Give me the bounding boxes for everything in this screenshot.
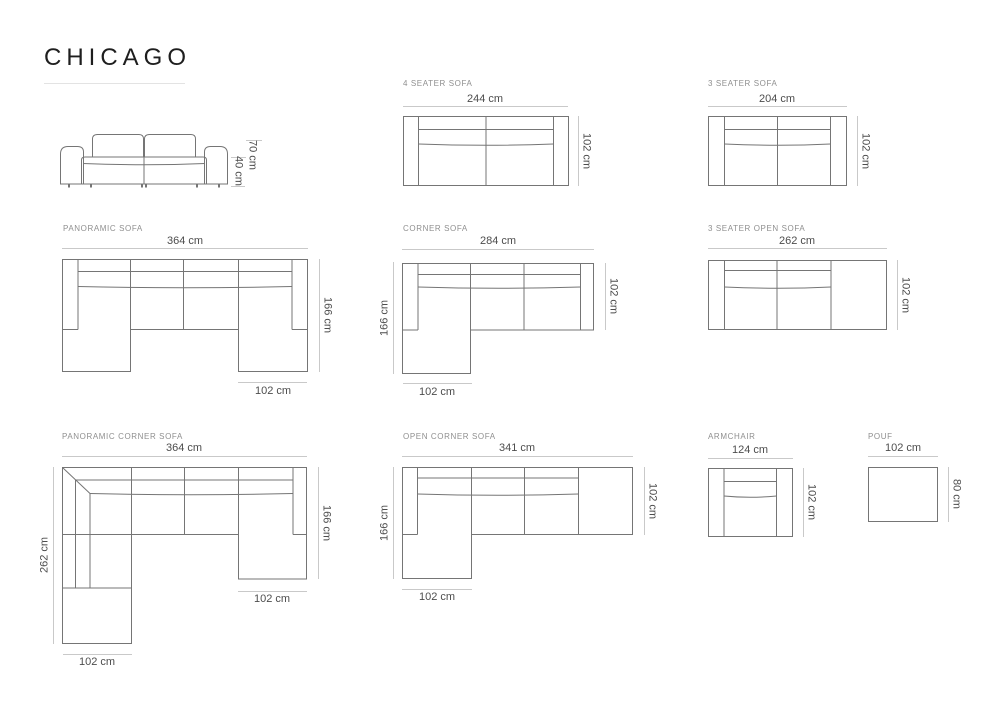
sofa-top-view-drawing (62, 467, 307, 644)
dim-chaise-line (238, 591, 307, 592)
dim-width-label: 124 cm (731, 444, 769, 456)
dim-depth-label: 102 cm (805, 483, 818, 521)
dim-width-line (402, 249, 594, 250)
dim-width-line (62, 248, 308, 249)
dim-width-label: 341 cm (498, 442, 536, 454)
diagram-title: CORNER SOFA (403, 224, 468, 233)
diagram-title: 3 SEATER OPEN SOFA (708, 224, 806, 233)
dim-left-depth-label: 166 cm (378, 504, 391, 542)
dim-width-label: 364 cm (165, 442, 203, 454)
armrest-left (61, 147, 84, 185)
dim-left-depth-line (393, 262, 394, 374)
back-cushion-left (93, 135, 144, 158)
dim-left-depth-line (53, 467, 54, 644)
backrest-cushion-line (90, 494, 293, 495)
dim-bottom-line (63, 654, 132, 655)
dim-chaise-line (403, 383, 472, 384)
dim-width-line (708, 106, 847, 107)
dim-width-label: 204 cm (758, 93, 796, 105)
dim-chaise-line (238, 382, 307, 383)
dim-depth-label: 102 cm (859, 132, 872, 170)
sofa-top-view-drawing (708, 260, 887, 330)
back-cushion-right (145, 135, 196, 158)
dim-width-label: 284 cm (479, 235, 517, 247)
armrest-lines (724, 469, 777, 537)
chaise-edges (131, 260, 239, 372)
diagram-title: 4 SEATER SOFA (403, 79, 473, 88)
page-title: CHICAGO (44, 44, 192, 71)
dim-depth-label: 80 cm (950, 479, 963, 509)
title-underline (44, 83, 185, 84)
armchair-outline (709, 469, 793, 537)
dim-width-label: 244 cm (466, 93, 504, 105)
armchair-top-view-drawing (708, 468, 793, 537)
dim-width-label: 102 cm (884, 442, 922, 454)
backrest-cushion-line (418, 494, 579, 495)
dim-tick-floor (231, 186, 245, 187)
dim-bottom-label: 102 cm (78, 656, 116, 668)
diagram-title: 3 SEATER SOFA (708, 79, 778, 88)
diagram-title: OPEN CORNER SOFA (403, 432, 496, 441)
left-backrest-lines (76, 480, 91, 589)
sofa-outline (403, 468, 633, 579)
sofa-top-view-drawing (402, 467, 633, 579)
dim-chaise-label: 102 cm (418, 386, 456, 398)
sofa-top-view-drawing (403, 116, 569, 186)
dim-depth-label: 102 cm (646, 482, 659, 520)
sofa-outline (403, 264, 594, 374)
pouf-top-view-drawing (868, 467, 938, 522)
pouf-outline (869, 468, 938, 522)
dim-width-label: 262 cm (778, 235, 816, 247)
dim-width-label: 364 cm (166, 235, 204, 247)
dim-chaise-label: 102 cm (254, 385, 292, 397)
dim-depth-label: 102 cm (607, 277, 620, 315)
diagram-title: POUF (868, 432, 893, 441)
dim-left-depth-label: 262 cm (38, 536, 51, 574)
dim-seat-height-label: 40 cm (232, 156, 245, 186)
backrest-cushion-line (418, 287, 581, 288)
dim-width-line (708, 458, 793, 459)
diagram-title: ARMCHAIR (708, 432, 756, 441)
dim-depth-label: 102 cm (899, 276, 912, 314)
backrest-cushion-line (724, 496, 777, 497)
dim-depth-label: 102 cm (580, 132, 593, 170)
sofa-outline (63, 260, 308, 372)
sofa-top-view-drawing (402, 263, 594, 374)
dim-width-line (62, 456, 307, 457)
armrest-lines (418, 264, 581, 331)
leg-section-lines (63, 535, 132, 589)
dim-total-height-label: 70 cm (246, 140, 259, 170)
sofa-feet (69, 185, 219, 188)
dim-left-depth-line (393, 467, 394, 579)
diagram-title: PANORAMIC CORNER SOFA (62, 432, 183, 441)
sofa-top-view-drawing (708, 116, 847, 186)
dim-right-depth-label: 166 cm (320, 504, 333, 542)
backrest-cushion-line (78, 287, 292, 288)
dim-width-line (403, 106, 568, 107)
dim-depth-label: 166 cm (321, 296, 334, 334)
backrest-cushion-line (725, 287, 832, 288)
dim-chaise-label: 102 cm (253, 593, 291, 605)
armrest-lines (78, 260, 292, 330)
sofa-front-elevation-drawing (54, 129, 234, 191)
dim-width-line (402, 456, 633, 457)
dim-chaise-line (402, 589, 472, 590)
armrest-right (205, 147, 228, 185)
dim-chaise-label: 102 cm (418, 591, 456, 603)
sofa-top-view-drawing (62, 259, 308, 372)
dim-width-line (868, 456, 938, 457)
dim-left-depth-label: 166 cm (378, 299, 391, 337)
diagram-title: PANORAMIC SOFA (63, 224, 143, 233)
dim-width-line (708, 248, 887, 249)
